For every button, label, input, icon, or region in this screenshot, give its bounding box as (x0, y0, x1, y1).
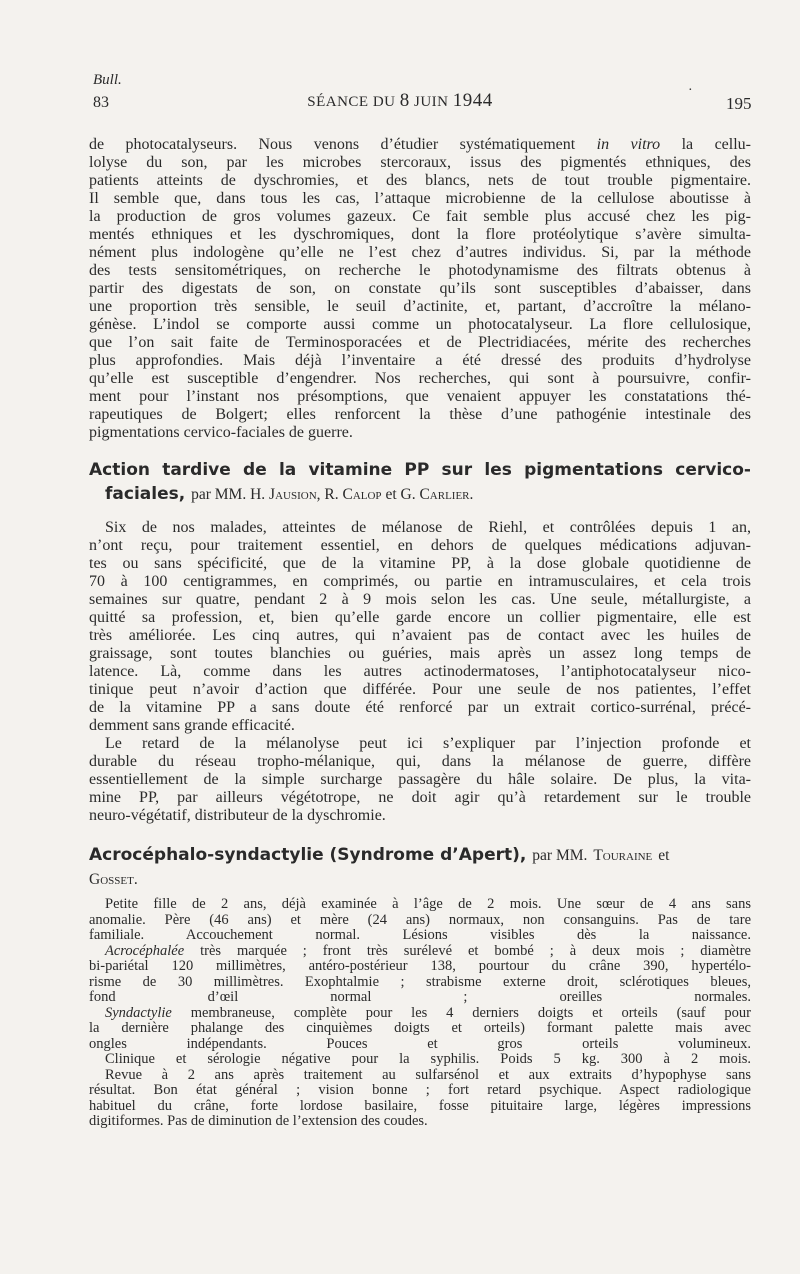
author-1-name: Jausion (269, 486, 317, 503)
author-2-initial: R. (324, 486, 339, 503)
text-line: génèse. L’indol se comporte aussi comme un photocatalyseur. La flore cellulosique, (89, 316, 751, 333)
text-line: graissage, sont toutes blanchies ou guéries, mais après un assez long temps de (89, 645, 751, 662)
text-segment: fond d’œil normal ; oreilles normales. (89, 990, 751, 1005)
text-line (89, 1114, 751, 1130)
text-line: de la vitamine PP a sans doute été renforcé par un extrait cortico-surrénal, précé- (89, 699, 751, 716)
seance-prefix: SÉANCE DU (307, 94, 396, 110)
section-1-paragraph-1 (89, 519, 751, 735)
text-line (89, 990, 751, 1006)
text-line (89, 1052, 751, 1068)
text-segment: familiale. Accouchement normal. Lésions visibles dès la naissance. (89, 928, 751, 943)
section-2-and: et (658, 847, 670, 864)
text-line: une proportion très sensible, le seuil d’actinite, et, partant, d’accroître la mélano- (89, 298, 751, 315)
text-line (89, 1083, 751, 1099)
section-2-title-text: Acrocéphalo-syndactylie (Syndrome d’Apert), (89, 845, 527, 865)
author-1-sep: , (316, 486, 321, 503)
text-line: Il semble que, dans tous les cas, l’attaque microbienne de la cellulose aboutisse à (89, 190, 751, 207)
text-line: que l’on sait faite de Terminosporacées et de Plectridiacées, mérite des recherches (89, 334, 751, 351)
text-line: 70 à 100 centigrammes, en comprimés, ou partie en intramusculaires, et cela trois (89, 573, 751, 590)
seance-month: JUIN (414, 94, 449, 110)
text-segment: membraneuse, complète pour les 4 derniers doigts et orteils (sauf pour (171, 1005, 751, 1021)
text-segment: ongles indépendants. Pouces et gros orteils volumineux. (89, 1036, 751, 1052)
seance-day: 8 (399, 90, 410, 111)
text-line: plus approfondies. Mais déjà l’inventaire a été dressé des produits d’hydrolyse (89, 352, 751, 369)
seance-year: 1944 (452, 90, 493, 111)
text-line: qu’elle est susceptible d’engendrer. Nos recherches, qui sont à poursuivre, confir- (89, 370, 751, 387)
text-line (89, 1021, 751, 1037)
text-line (89, 913, 751, 929)
text-line: Le retard de la mélanolyse peut ici s’expliquer par l’injection profonde et (105, 735, 751, 752)
text-segment: digitiformes. Pas de diminution de l’extension des coudes. (89, 1114, 428, 1129)
text-line (89, 1099, 751, 1115)
text-line: durable du réseau tropho-mélanique, qui, dans la mélanose de guerre, diffère (89, 753, 751, 770)
text-line: très améliorée. Les cinq autres, qui n’avaient pas de contact avec les huiles de (89, 627, 751, 644)
text-segment: habituel du crâne, forte lordose basilaire, fosse pituitaire large, légères impressions (89, 1098, 751, 1114)
text-line: la production de gros volumes gazeux. Ce fait semble plus accusé chez les pig- (89, 208, 751, 225)
text-segment: bi-pariétal 120 millimètres, antéro-postérieur 138, pourtour du crâne 390, hypertélo- (89, 959, 751, 974)
text-line: lolyse du son, par les microbes stercoraux, issus des pigmentés ethniques, des (89, 154, 751, 171)
page-number: 195 (726, 94, 752, 113)
text-segment: Syndactylie (105, 1005, 172, 1021)
section-1-title-line-2: faciales, (105, 484, 186, 504)
intro-paragraph (89, 136, 751, 442)
text-segment: risme de 30 millimètres. Exophtalmie ; strabisme externe droit, sclérotiques bleues, (89, 974, 751, 990)
section-2-case-report (89, 897, 751, 1130)
text-line (89, 928, 751, 944)
header-bull: Bull. (93, 72, 122, 88)
text-segment: Acrocéphalée (105, 943, 185, 959)
section-2-author-2: Gosset (89, 871, 134, 888)
text-line: neuro-végétatif, distributeur de la dyschromie. (89, 807, 386, 824)
section-1-paragraph-2 (89, 735, 751, 825)
text-line: demment sans grande efficacité. (89, 717, 295, 734)
text-line (89, 1068, 751, 1084)
text-line (89, 897, 751, 913)
author-3-name: Carlier (419, 486, 470, 503)
text-line: mine PP, par ailleurs végétotrope, ne doit agir qu’à retardement sur le trouble (89, 789, 751, 806)
section-1-title-line-1: Action tardive de la vitamine PP sur les pigmentations cervico- (89, 460, 751, 480)
text-segment: in vitro (596, 136, 661, 153)
text-segment: Revue à 2 ans après traitement au sulfarsénol et aux extraits d’hypophyse sans (105, 1067, 751, 1083)
section-2-author-2-end: . (133, 871, 138, 888)
text-segment: anomalie. Père (46 ans) et mère (24 ans) normaux, non consanguins. Pas de tare (89, 912, 751, 928)
text-line: pigmentations cervico-faciales de guerre. (89, 424, 353, 441)
text-segment: Clinique et sérologie négative pour la syphilis. Poids 5 kg. 300 à 2 mois. (105, 1052, 751, 1067)
text-line: Six de nos malades, atteintes de mélanose de Riehl, et contrôlées depuis 1 an, (105, 519, 751, 536)
text-line: n’ont reçu, pour traitement essentiel, en dehors de quelques médications adjuvan- (89, 537, 751, 554)
text-segment: la cellu- (660, 136, 751, 153)
text-line: tes ou sans spécificité, que de la vitamine PP, à la dose globale quotidienne de (89, 555, 751, 572)
author-3-sep: . (469, 486, 474, 503)
text-segment: la dernière phalange des cinquièmes doigts et orteils) formant palette mais avec (89, 1021, 751, 1036)
author-2-name: Calop (342, 486, 382, 503)
header-left-number: 83 (93, 94, 109, 111)
section-2-author-1: Touraine (593, 847, 653, 864)
text-line: essentiellement de la simple surcharge passagère du hâle solaire. De plus, la vita- (89, 771, 751, 788)
text-line (89, 959, 751, 975)
text-line: quitté sa profession, et, bien qu’elle garde encore un collier pigmentaire, elle est (89, 609, 751, 626)
text-line: semaines sur quatre, pendant 2 à 9 mois selon les cas. Une seule, métallurgiste, a (89, 591, 751, 608)
text-line: partir des digestats de son, on constate qu’ils sont susceptibles d’abaisser, dans (89, 280, 751, 297)
text-line (89, 944, 751, 960)
text-line: tinique peut n’avoir d’action que différée. Pour une seule de nos patientes, l’effet (89, 681, 751, 698)
text-segment: de photocatalyseurs. Nous venons d’étudier systématiquement (89, 136, 597, 153)
text-line: latence. Là, comme dans les autres actinodermatoses, l’antiphotocatalyseur nico- (89, 663, 751, 680)
text-line (89, 136, 751, 154)
text-line: des tests sensitométriques, on recherche le photodynamisme des filtrats obtenus à (89, 262, 751, 279)
authors-prefix: par MM. (191, 486, 247, 503)
section-1-authors (191, 486, 473, 503)
text-line (89, 1037, 751, 1053)
header-dot: · (688, 83, 693, 98)
section-2-title (89, 843, 751, 891)
author-2-sep: et (381, 486, 397, 503)
section-2-authors-prefix: par MM. (532, 847, 588, 864)
text-line: mentés ethniques et les dyschromiques, dont la flore protéolytique s’avère simulta- (89, 226, 751, 243)
text-segment: très marquée ; front très surélevé et bombé ; à deux mois ; diamètre (184, 943, 751, 959)
running-header (0, 90, 800, 112)
text-line: rapeutiques de Bolgert; elles renforcent la thèse d’une pathogénie intestinale des (89, 406, 751, 423)
text-segment: résultat. Bon état général ; vision bonne ; fort retard psychique. Aspect radiologique (89, 1083, 751, 1098)
section-1-title (89, 458, 751, 506)
author-3-initial: G. (400, 486, 416, 503)
author-1-initial: H. (250, 486, 266, 503)
text-line: nément plus indologène qu’elle ne l’est chez d’autres individus. Si, par la méthode (89, 244, 751, 261)
text-line (89, 975, 751, 991)
text-line (89, 1006, 751, 1022)
text-line: ment pour l’instant nos présomptions, que venaient appuyer les constatations thé- (89, 388, 751, 405)
text-line: patients atteints de dyschromies, et des blancs, nets de tout trouble pigmentaire. (89, 172, 751, 189)
text-segment: Petite fille de 2 ans, déjà examinée à l’âge de 2 mois. Une sœur de 4 ans sans (105, 897, 751, 912)
